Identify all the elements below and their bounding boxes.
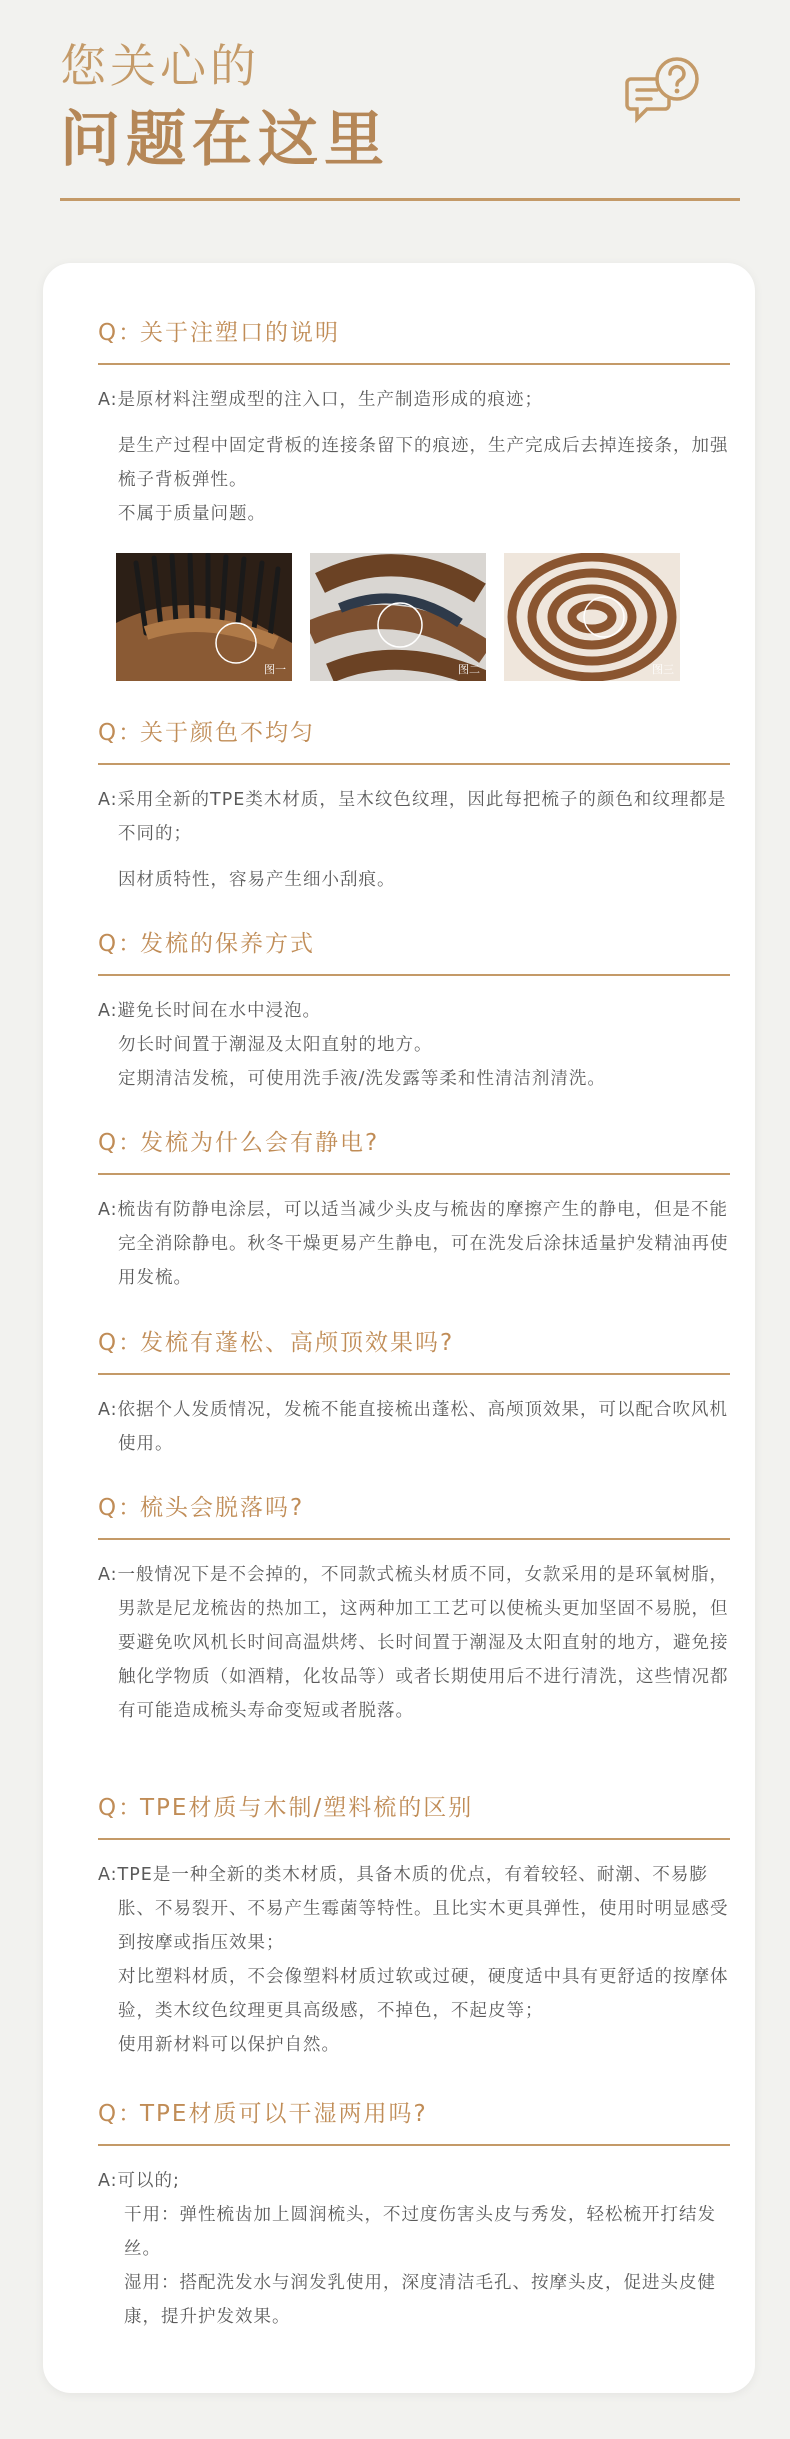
question-text: 梳头会脱落吗? (140, 1495, 305, 1521)
answer-line: A:TPE是一种全新的类木材质，具备木质的优点，有着较轻、耐潮、不易膨胀、不易裂开、不易产生霉菌等特性。且比实木更具弹性，使用时明显感受到按摩或指压效果； (98, 1865, 729, 1953)
photo-tag: 图三 (652, 663, 674, 676)
page-header (0, 0, 790, 210)
question-text: 关于颜色不均匀 (140, 720, 315, 746)
faq-answer (98, 783, 730, 897)
faq-answer (98, 1558, 730, 1728)
faq-question (98, 715, 730, 751)
header-title: 问题在这里 (60, 105, 390, 175)
faq-item (98, 926, 730, 1096)
answer-line: 干用：弹性梳齿加上圆润梳头，不过度伤害头皮与秀发，轻松梳开打结发丝。 (124, 2205, 716, 2259)
question-prefix: Q： (98, 1495, 144, 1521)
faq-question (98, 315, 730, 351)
question-prefix: Q： (98, 720, 144, 746)
answer-line: 是生产过程中固定背板的连接条留下的痕迹，生产完成后去掉连接条，加强梳子背板弹性。 (118, 436, 729, 490)
answer-line: 使用新材料可以保护自然。 (118, 2035, 340, 2055)
photo-row (116, 553, 676, 683)
faq-answer (98, 1193, 730, 1295)
faq-item (98, 715, 730, 897)
faq-answer (98, 383, 730, 531)
faq-answer (98, 2164, 730, 2334)
question-text: 发梳有蓬松、高颅顶效果吗? (140, 1330, 455, 1356)
comb-photo-3 (504, 553, 680, 681)
faq-question (98, 1325, 730, 1361)
answer-line: A:依据个人发质情况，发梳不能直接梳出蓬松、高颅顶效果，可以配合吹风机使用。 (98, 1400, 729, 1454)
answer-line: A:是原材料注塑成型的注入口，生产制造形成的痕迹； (98, 390, 544, 410)
question-text: 发梳为什么会有静电? (140, 1130, 380, 1156)
faq-item (98, 315, 730, 531)
faq-answer (98, 1858, 730, 2062)
header-subtitle: 您关心的 (60, 39, 260, 93)
comb-photo-2 (310, 553, 486, 681)
photo-tag: 图一 (264, 663, 286, 676)
question-divider (98, 1838, 730, 1840)
faq-question (98, 926, 730, 962)
question-chat-icon (625, 55, 705, 129)
faq-question (98, 1490, 730, 1526)
question-divider (98, 1173, 730, 1175)
answer-line: A:一般情况下是不会掉的，不同款式梳头材质不同，女款采用的是环氧树脂，男款是尼龙梳齿的热加工，这两种加工工艺可以使梳头更加坚固不易脱，但要避免吹风机长时间高温烘烤、长时间置于潮湿及太阳直射的地方，避免接触化学物质（如酒精，化妆品等）或者长期使用后不进行清洗，这些情况都有可能造成梳头寿命变短或者脱落。 (98, 1565, 729, 1721)
answer-line: A:梳齿有防静电涂层，可以适当减少头皮与梳齿的摩擦产生的静电，但是不能完全消除静电。秋冬干燥更易产生静电，可在洗发后涂抹适量护发精油再使用发梳。 (98, 1200, 729, 1288)
faq-item (98, 1325, 730, 1461)
question-prefix: Q： (98, 931, 144, 957)
comb-photo-1 (116, 553, 292, 681)
question-prefix: Q： (98, 320, 144, 346)
answer-line: 对比塑料材质，不会像塑料材质过软或过硬，硬度适中具有更舒适的按摩体验，类木纹色纹理更具高级感，不掉色，不起皮等； (118, 1967, 729, 2021)
faq-answer (98, 994, 730, 1096)
question-prefix: Q： (98, 1795, 144, 1821)
question-text: 发梳的保养方式 (140, 931, 315, 957)
answer-line: 因材质特性，容易产生细小刮痕。 (118, 870, 396, 890)
faq-item (98, 1790, 730, 2062)
photo-tag: 图二 (458, 663, 480, 676)
question-divider (98, 363, 730, 365)
question-divider (98, 1373, 730, 1375)
faq-answer (98, 1393, 730, 1461)
question-divider (98, 763, 730, 765)
question-prefix: Q： (98, 2101, 144, 2127)
faq-question (98, 1790, 730, 1826)
answer-line: 勿长时间置于潮湿及太阳直射的地方。 (118, 1035, 433, 1055)
question-divider (98, 974, 730, 976)
faq-item (98, 1125, 730, 1295)
faq-item (98, 2096, 730, 2334)
answer-line: A:避免长时间在水中浸泡。 (98, 1001, 322, 1021)
question-text: TPE材质与木制/塑料梳的区别 (140, 1795, 474, 1821)
faq-question (98, 1125, 730, 1161)
question-text: TPE材质可以干湿两用吗? (140, 2101, 428, 2127)
faq-card (43, 263, 755, 2393)
answer-line: A:采用全新的TPE类木材质，呈木纹色纹理，因此每把梳子的颜色和纹理都是不同的； (98, 790, 727, 844)
answer-line: 不属于质量问题。 (118, 504, 266, 524)
faq-item (98, 1490, 730, 1728)
answer-line: 定期清洁发梳，可使用洗手液/洗发露等柔和性清洁剂清洗。 (118, 1069, 606, 1089)
faq-question (98, 2096, 730, 2132)
question-divider (98, 2144, 730, 2146)
answer-line: 湿用：搭配洗发水与润发乳使用，深度清洁毛孔、按摩头皮，促进头皮健康，提升护发效果。 (124, 2273, 716, 2327)
header-divider (60, 198, 740, 201)
question-prefix: Q： (98, 1330, 144, 1356)
question-text: 关于注塑口的说明 (140, 320, 340, 346)
answer-line: A:可以的; (98, 2171, 180, 2191)
question-prefix: Q： (98, 1130, 144, 1156)
question-divider (98, 1538, 730, 1540)
